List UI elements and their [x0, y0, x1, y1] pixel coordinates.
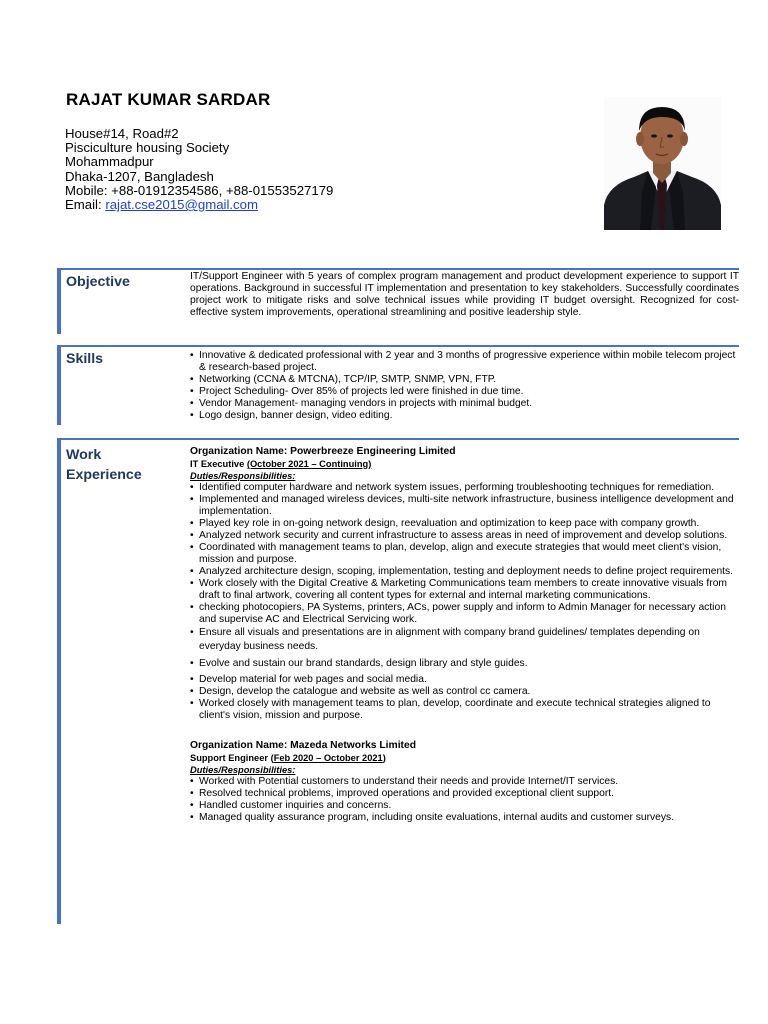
duty-item: • Implemented and managed wireless devices, multi-site network infrastructure, business intelligence development and implementation.	[190, 494, 739, 518]
duty-item: • Analyzed network security and current infrastructure to assess areas in need of improvement and develop solutions.	[190, 530, 739, 542]
duty-item: • Coordinated with management teams to plan, develop, align and execute strategies that would meet client's vision, mission and purpose.	[190, 542, 739, 566]
work-heading-line1: Work	[66, 447, 102, 463]
duty-item: • Resolved technical problems, improved operations and provided exceptional client support.	[190, 788, 739, 800]
organization-name: Organization Name: Powerbreeze Engineering Limited	[190, 446, 456, 457]
profile-photo	[604, 97, 721, 230]
email-link[interactable]: rajat.cse2015@gmail.com	[105, 197, 258, 213]
skills-body	[190, 350, 739, 422]
duty-item: • Worked closely with management teams to plan, develop, coordinate and execute technical strategies aligned to client's vision, mission and purpose.	[190, 698, 739, 722]
skill-item: • Vendor Management- managing vendors in projects with minimal budget.	[190, 398, 739, 410]
contact-block	[65, 127, 585, 212]
work-experience-section	[57, 438, 739, 924]
job-role-end: )	[382, 753, 386, 763]
skills-heading: Skills	[66, 351, 104, 367]
address-line: Dhaka-1207, Bangladesh	[65, 168, 214, 184]
profile-photo-image	[604, 97, 721, 230]
email-line	[65, 198, 585, 212]
work-experience-heading	[66, 445, 142, 485]
job-period: Feb 2020 – October 2021	[273, 753, 383, 763]
objective-text: IT/Support Engineer with 5 years of complex program management and product development experience to support IT operations. Background in successful IT implementation and presentation to key stakeholders. Successfully coordinates project work to mitigate risks and solve technical issues while providing IT budget oversight. Recognized for cost-effective system improvements, operational streamlining and positive leadership style.	[190, 271, 739, 318]
address-line: Pisciculture housing Society	[65, 140, 230, 156]
address-line: Mohammadpur	[65, 154, 154, 170]
skill-item: • Logo design, banner design, video editing.	[190, 410, 739, 422]
duty-item: • Work closely with the Digital Creative & Marketing Communications team members to create innovative visuals from draft to final artwork, covering all content types for external and internal marketing communications.	[190, 578, 739, 602]
duty-item: • Analyzed architecture design, scoping, implementation, testing and deployment needs to define project requirements.	[190, 566, 739, 578]
duties-list	[190, 776, 739, 824]
duty-item: • Design, develop the catalogue and website as well as control cc camera.	[190, 686, 739, 698]
work-experience-body	[190, 446, 739, 824]
duty-item: • Managed quality assurance program, including onsite evaluations, internal audits and customer surveys.	[190, 812, 739, 824]
objective-body	[190, 271, 739, 319]
duty-item: • Handled customer inquiries and concerns.	[190, 800, 739, 812]
mobile-line: Mobile: +88-01912354586, +88-01553527179	[65, 182, 334, 198]
job-entry	[190, 740, 739, 824]
email-label: Email:	[65, 197, 106, 213]
objective-section	[57, 268, 739, 334]
duty-item: • checking photocopiers, PA Systems, printers, ACs, power supply and inform to Admin Manager for necessary action and supervise AC and Electrical Servicing work.	[190, 602, 739, 626]
duty-item: • Evolve and sustain our brand standards, design library and style guides.	[190, 657, 739, 671]
duties-label: Duties/Responsibilities:	[190, 765, 296, 775]
skills-list	[190, 350, 739, 422]
objective-heading: Objective	[66, 274, 130, 290]
job-role: Support Engineer (	[190, 753, 274, 763]
skill-item: • Networking (CCNA & MTCNA), TCP/IP, SMTP, SNMP, VPN, FTP.	[190, 374, 739, 386]
job-title	[190, 458, 739, 470]
duty-item: • Develop material for web pages and social media.	[190, 674, 739, 686]
duties-label: Duties/Responsibilities:	[190, 471, 296, 481]
duty-item: • Worked with Potential customers to understand their needs and provide Internet/IT services.	[190, 776, 739, 788]
duty-item: • Played key role in on-going network design, reevaluation and optimization to keep pace with company growth.	[190, 518, 739, 530]
skill-item: • Project Scheduling- Over 85% of projects led were finished in due time.	[190, 386, 739, 398]
skills-section	[57, 345, 739, 425]
address-line: House#14, Road#2	[65, 126, 179, 141]
job-entry	[190, 446, 739, 722]
duty-item: • Ensure all visuals and presentations are in alignment with company brand guidelines/ templates depending on everyday business needs.	[190, 626, 739, 654]
job-role: IT Executive	[190, 459, 247, 469]
job-period: (October 2021 – Continuing)	[246, 459, 372, 469]
work-heading-line2: Experience	[66, 467, 142, 483]
organization-name: Organization Name: Mazeda Networks Limited	[190, 740, 417, 751]
skill-item: • Innovative & dedicated professional with 2 year and 3 months of progressive experience within mobile telecom project & research-based project.	[190, 350, 739, 374]
duties-list	[190, 482, 739, 722]
job-title	[190, 752, 739, 764]
duty-item: • Identified computer hardware and network system issues, performing troubleshooting techniques for remediation.	[190, 482, 739, 494]
candidate-name: RAJAT KUMAR SARDAR	[66, 90, 271, 109]
